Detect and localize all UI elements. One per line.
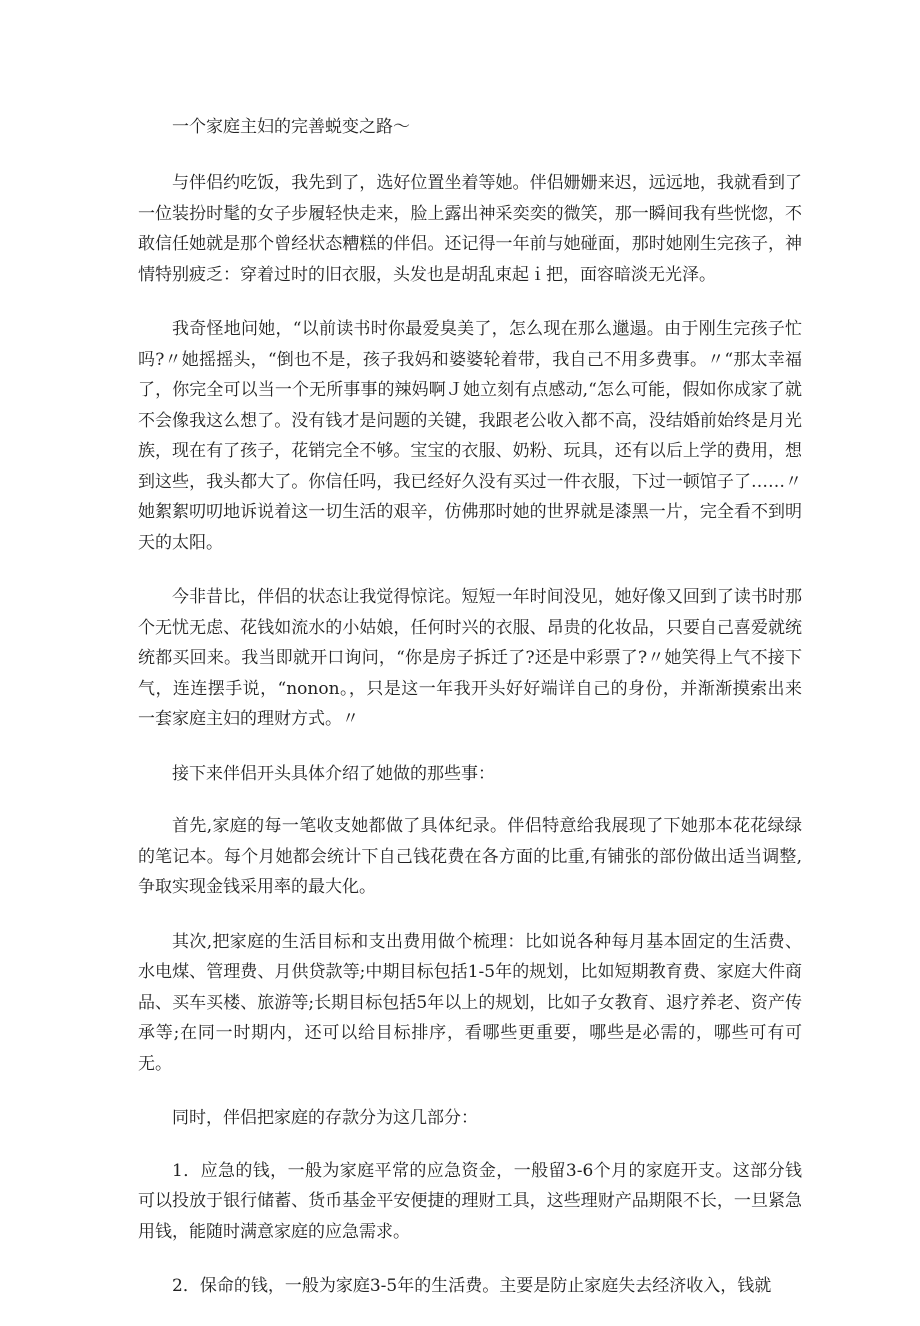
paragraph-emergency-money: 1．应急的钱，一般为家庭平常的应急资金，一般留3-6个月的家庭开支。这部分钱可以投放于银行储蓄、货币基金平安便捷的理财工具，这些理财产品期限不长，一旦紧急用钱，能随时满意家庭的应急需求。	[138, 1160, 802, 1242]
document-title: 一个家庭主妇的完善蜕变之路～	[172, 117, 410, 137]
paragraph-intro-list: 接下来伴侣开头具体介绍了她做的那些事：	[172, 763, 495, 784]
paragraph-conversation: 我奇怪地问她，“以前读书时你最爱臭美了，怎么现在那么邋遢。由于刚生完孩子忙吗?〃她摇摇头，“倒也不是，孩子我妈和婆婆轮着带，我自己不用多费事。〃“那太幸福了，你完全可以当一个无所事事的辣妈啊Ｊ她立刻有点感动,“怎么可能，假如你成家了就不会像我这么想了。没有钱才是问题的关键，我跟老公收入都不高，没结婚前始终是月光族，现在有了孩子，花销完全不够。宝宝的衣服、奶粉、玩具，还有以后上学的费用，想到这些，我头都大了。你信任吗，我已经好久没有买过一件衣服，下过一顿馆子了……〃她絮絮叨叨地诉说着这一切生活的艰辛，仿佛那时她的世界就是漆黑一片，完全看不到明天的太阳。	[138, 319, 802, 553]
paragraph-second-goals: 其次,把家庭的生活目标和支出费用做个梳理：比如说各种每月基本固定的生活费、水电煤、管理费、月供贷款等;中期目标包括1-5年的规划，比如短期教育费、家庭大件商品、买车买楼、旅游等;长期目标包括5年以上的规划，比如子女教育、退疗养老、资产传承等;在同一时期内，还可以给目标排序，看哪些更重要，哪些是必需的，哪些可有可无。	[138, 931, 802, 1074]
paragraph-savings-intro: 同时，伴侣把家庭的存款分为这几部分：	[172, 1108, 478, 1128]
paragraph-first-record: 首先,家庭的每一笔收支她都做了具体纪录。伴侣特意给我展现了下她那本花花绿绿的笔记本。每个月她都会统计下自己钱花费在各方面的比重,有铺张的部份做出适当调整,争取实现金钱采用率的最大化。	[138, 816, 802, 897]
document-body	[138, 112, 802, 1326]
paragraph-change: 今非昔比，伴侣的状态让我觉得惊诧。短短一年时间没见，她好像又回到了读书时那个无忧无虑、花钱如流水的小姑娘，任何时兴的衣服、昂贵的化妆品，只要自己喜爱就统统都买回来。我当即就开口询问，“你是房子拆迁了?还是中彩票了?〃她笑得上气不接下气，连连摆手说，“nonon。，只是这一年我开头好好端详自己的身份，并渐渐摸索出来一套家庭主妇的理财方式。〃	[138, 587, 802, 729]
paragraph-life-money: 2．保命的钱，一般为家庭3-5年的生活费。主要是防止家庭失去经济收入，钱就	[172, 1276, 772, 1296]
paragraph-meeting-friend: 与伴侣约吃饭，我先到了，选好位置坐着等她。伴侣姗姗来迟，远远地，我就看到了一位装扮时髦的女子步履轻快走来，脸上露出神采奕奕的微笑，那一瞬间我有些恍惚，不敢信任她就是那个曾经状态糟糕的伴侣。还记得一年前与她碰面，那时她刚生完孩子，神情特别疲乏：穿着过时的旧衣服，头发也是胡乱束起ｉ把，面容暗淡无光泽。	[138, 173, 802, 285]
